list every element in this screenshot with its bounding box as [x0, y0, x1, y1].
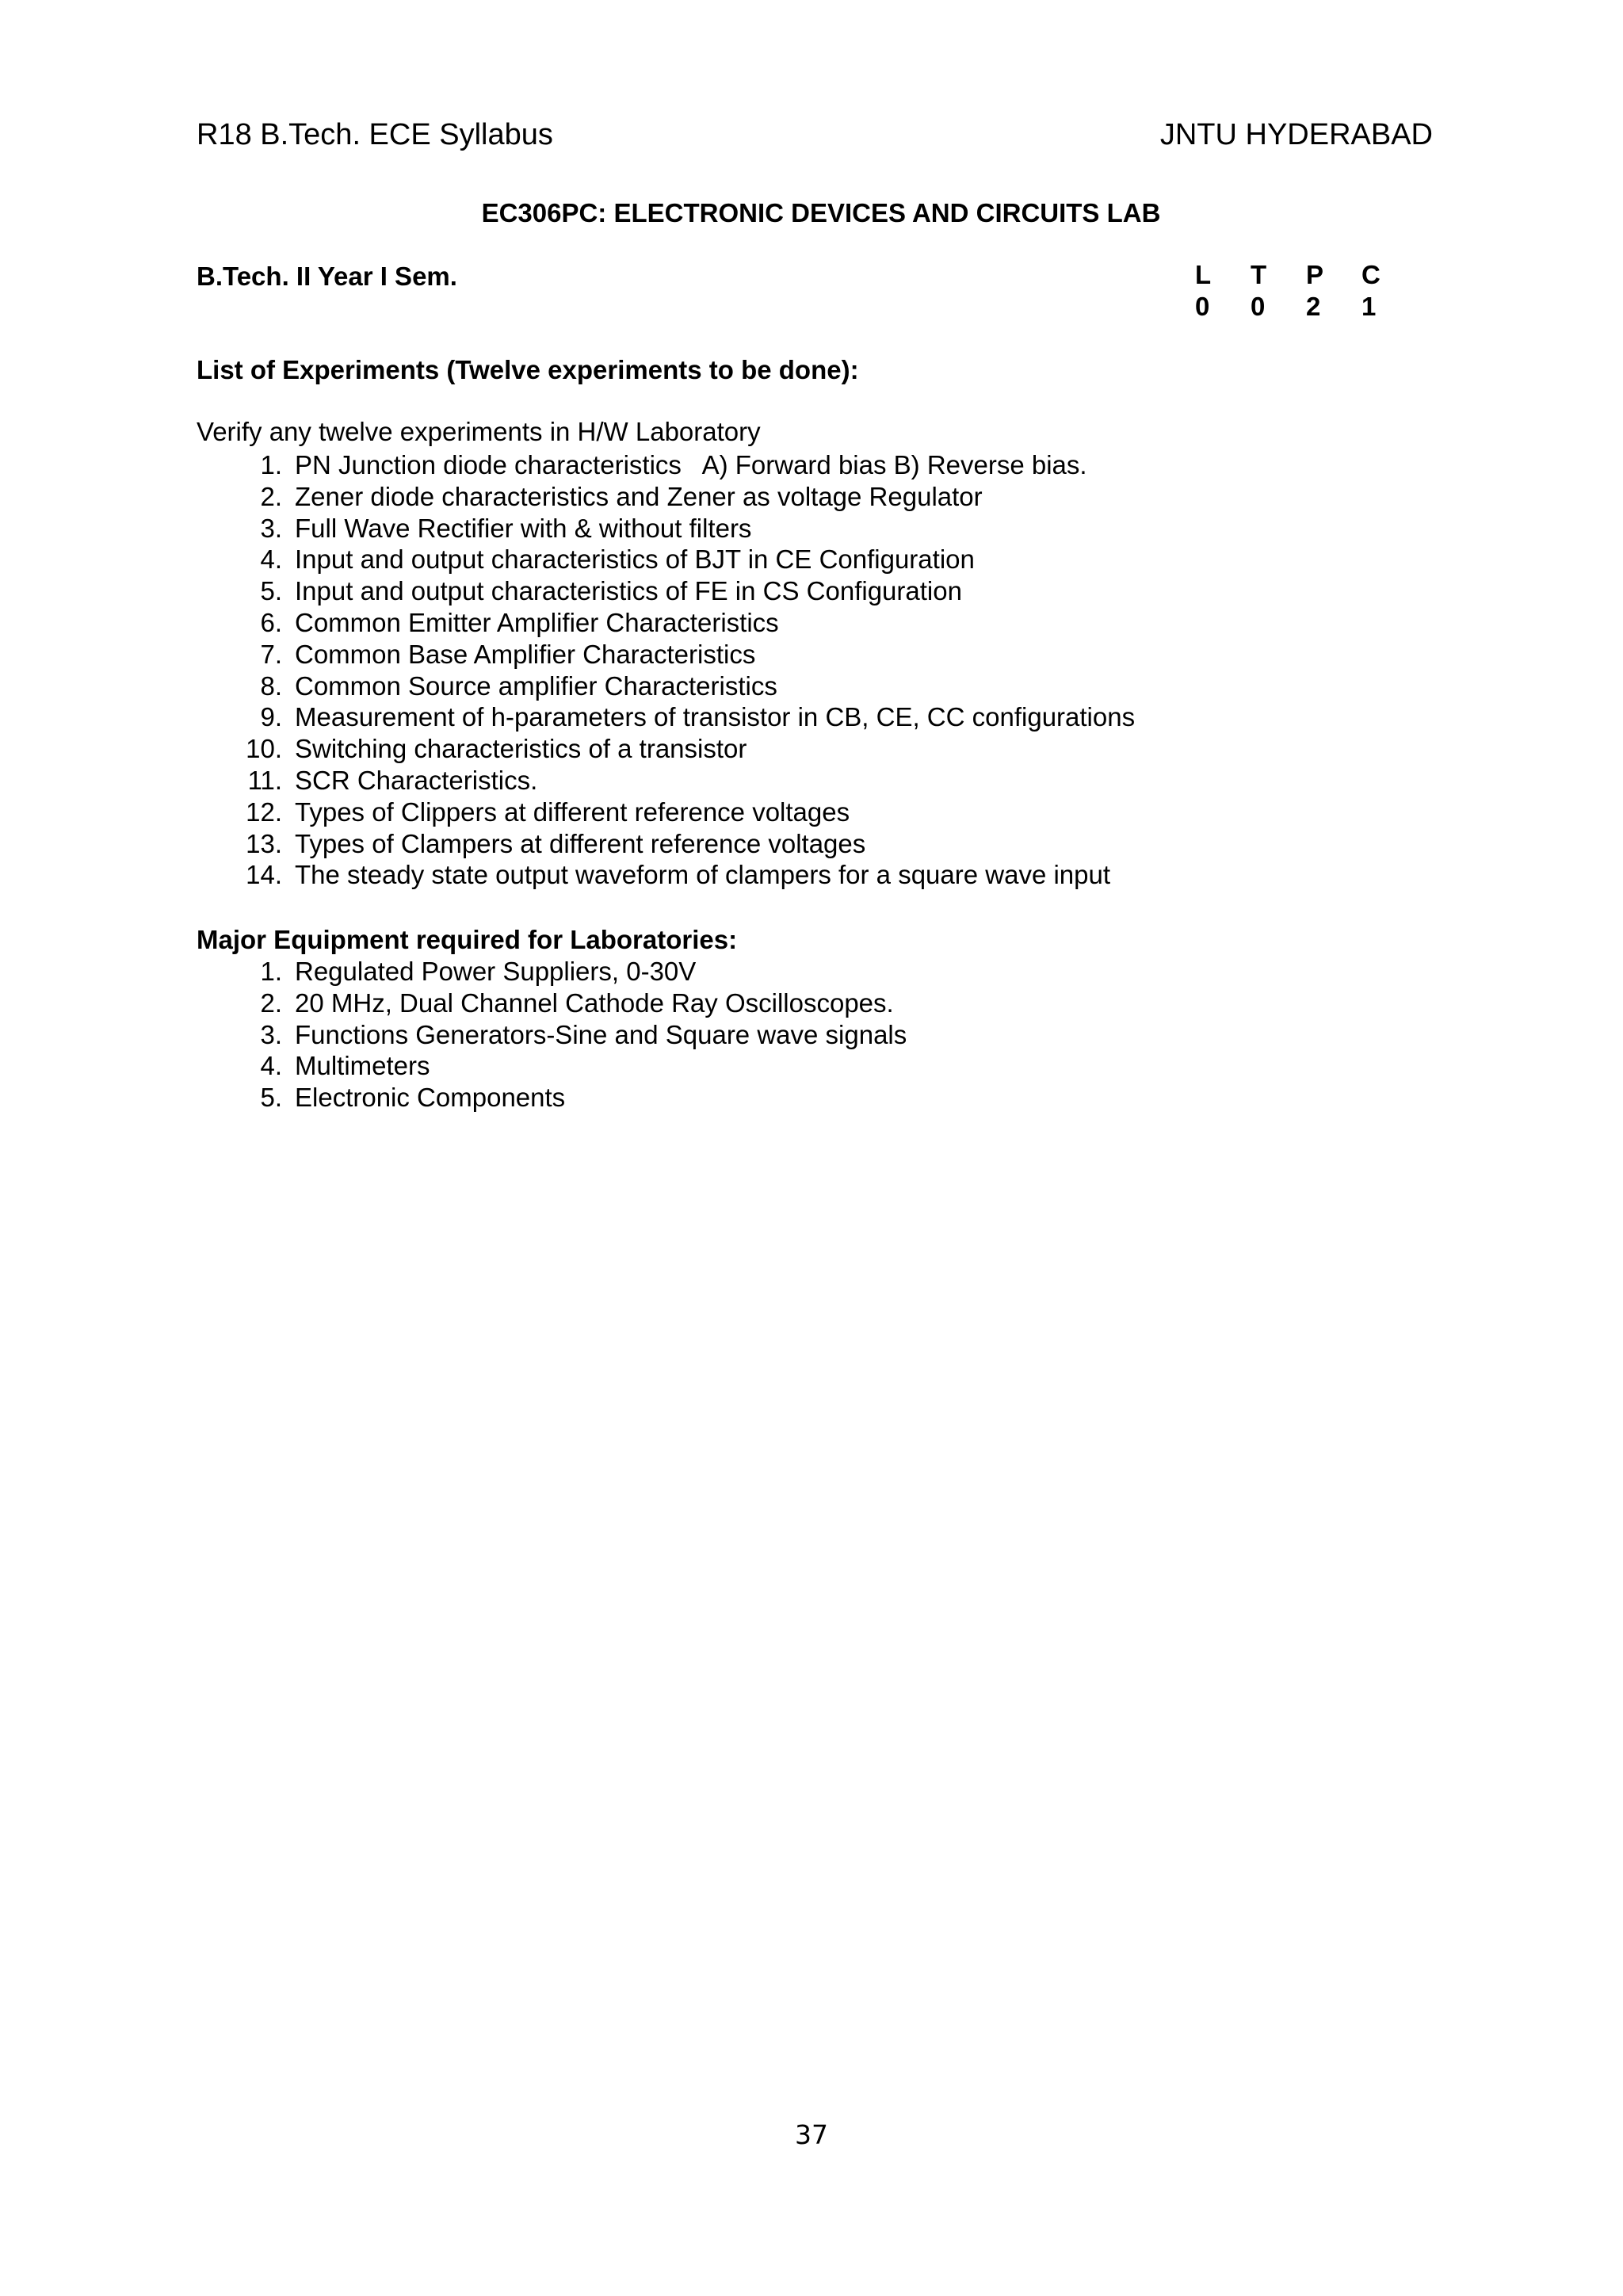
- list-item-text: Electronic Components: [295, 1083, 566, 1113]
- ltpc-label-c: C: [1361, 260, 1381, 289]
- ltpc-label-l: L: [1195, 260, 1212, 289]
- list-item-number: 6.: [260, 607, 282, 637]
- list-item: [197, 513, 1135, 544]
- list-item-number: 5.: [260, 1083, 282, 1113]
- list-item: [197, 1082, 907, 1114]
- experiments-list: [197, 449, 1135, 891]
- list-item-number: 13.: [246, 828, 282, 858]
- list-item: [197, 481, 1135, 513]
- list-item: [197, 733, 1135, 765]
- list-item-number: 5.: [260, 576, 282, 606]
- page-number: 37: [795, 2119, 828, 2150]
- ltpc-table: [1195, 259, 1417, 323]
- ltpc-label-p: P: [1306, 260, 1324, 289]
- list-item-number: 7.: [260, 639, 282, 669]
- ltpc-label-t: T: [1251, 260, 1267, 289]
- list-item-text: Input and output characteristics of BJT in CE Configuration: [295, 544, 975, 575]
- list-item-text: Switching characteristics of a transistor: [295, 734, 747, 764]
- ltpc-value-t: 0: [1251, 292, 1266, 321]
- list-item-text: Common Emitter Amplifier Characteristics: [295, 607, 779, 637]
- list-item-number: 3.: [260, 513, 282, 543]
- list-item-text: Input and output characteristics of FE in CS Configuration: [295, 576, 962, 606]
- ltpc-value-l: 0: [1195, 292, 1210, 321]
- ltpc-value-c: 1: [1361, 292, 1377, 321]
- list-item-number: 2.: [260, 481, 282, 511]
- list-item-text: PN Junction diode characteristics A) Forward bias B) Reverse bias.: [295, 450, 1087, 479]
- course-title: EC306PC: ELECTRONIC DEVICES AND CIRCUITS LAB: [481, 198, 1161, 227]
- list-item-text: Common Source amplifier Characteristics: [295, 670, 777, 701]
- list-item: [197, 639, 1135, 670]
- list-item: [197, 1050, 907, 1082]
- list-item-number: 8.: [260, 670, 282, 701]
- list-item-text: Regulated Power Suppliers, 0-30V: [295, 957, 697, 986]
- list-item-number: 1.: [260, 957, 282, 986]
- list-item: [197, 797, 1135, 828]
- list-item: [197, 607, 1135, 639]
- list-item: [197, 828, 1135, 860]
- list-item-text: Functions Generators-Sine and Square wave signals: [295, 1019, 907, 1049]
- experiments-heading: List of Experiments (Twelve experiments to be done):: [197, 355, 859, 384]
- list-item: [197, 575, 1135, 607]
- list-item-number: 11.: [247, 765, 282, 795]
- list-item: [197, 765, 1135, 797]
- list-item: [197, 956, 907, 988]
- list-item-number: 10.: [246, 734, 282, 764]
- list-item-number: 4.: [260, 1051, 282, 1081]
- list-item: [197, 449, 1135, 481]
- list-item: [197, 1019, 907, 1051]
- list-item-text: The steady state output waveform of clampers for a square wave input: [295, 860, 1111, 890]
- semester-label: B.Tech. II Year I Sem.: [197, 262, 457, 291]
- ltpc-labels-row: [1195, 259, 1417, 291]
- list-item-text: Full Wave Rectifier with & without filters: [295, 513, 752, 543]
- list-item: [197, 988, 907, 1019]
- header-right: JNTU HYDERABAD: [1159, 118, 1433, 151]
- list-item-text: SCR Characteristics.: [295, 765, 538, 795]
- list-item-number: 3.: [260, 1019, 282, 1049]
- ltpc-value-p: 2: [1306, 292, 1321, 321]
- list-item-number: 12.: [246, 797, 282, 827]
- list-item: [197, 670, 1135, 702]
- list-item-text: Zener diode characteristics and Zener as voltage Regulator: [295, 481, 983, 511]
- ltpc-values-row: [1195, 291, 1417, 323]
- list-item-text: Measurement of h-parameters of transistor in CB, CE, CC configurations: [295, 702, 1136, 732]
- list-item-number: 4.: [260, 544, 282, 575]
- list-item: [197, 544, 1135, 575]
- equipment-list: [197, 956, 907, 1114]
- list-item-text: 20 MHz, Dual Channel Cathode Ray Oscilloscopes.: [295, 988, 894, 1018]
- experiments-intro: Verify any twelve experiments in H/W Laboratory: [197, 417, 761, 446]
- list-item: [197, 701, 1135, 733]
- list-item: [197, 859, 1135, 891]
- equipment-heading: Major Equipment required for Laboratories:: [197, 925, 738, 954]
- list-item-number: 2.: [260, 988, 282, 1018]
- list-item-number: 9.: [260, 702, 282, 732]
- list-item-text: Types of Clampers at different reference voltages: [295, 828, 866, 858]
- list-item-text: Types of Clippers at different reference voltages: [295, 797, 850, 827]
- list-item-number: 14.: [246, 860, 282, 890]
- list-item-number: 1.: [260, 450, 282, 479]
- list-item-text: Common Base Amplifier Characteristics: [295, 639, 756, 669]
- header-left: R18 B.Tech. ECE Syllabus: [197, 118, 553, 151]
- list-item-text: Multimeters: [295, 1051, 430, 1081]
